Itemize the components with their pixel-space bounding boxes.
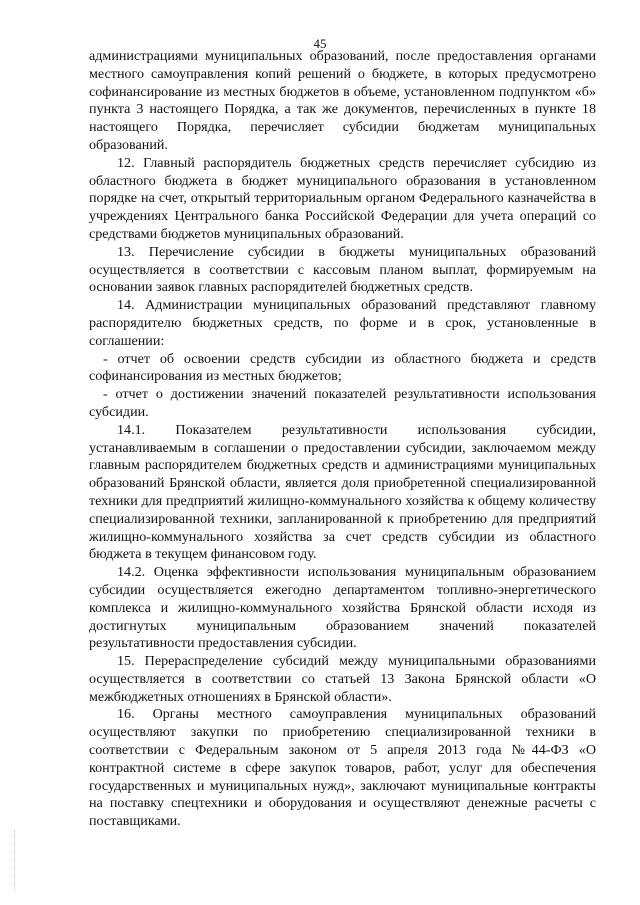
paragraph-15: 15. Перераспределение субсидий между муниципальными образованиями осуществляется в соответствии со статьей 13 Закона Брянской области «О межбюджетных отношениях в Брянской области». [89, 653, 596, 705]
paragraph-continuation: администрациями муниципальных образований, после предоставления органами местного самоуправления копий решений о бюджете, в которых предусмотрено софинансирование из местных бюджетов в объеме, установленном подпунктом «б» пункта 3 настоящего Порядка, а так же документов, перечисленных в пункте 18 настоящего Порядка, перечисляет субсидии бюджетам муниципальных образований. [89, 48, 596, 153]
paragraph-14-list-item: - отчет о достижении значений показателей результативности использования субсидии. [89, 386, 596, 420]
document-body [89, 48, 596, 831]
page-number: 45 [313, 36, 327, 51]
paragraph-14: 14. Администрации муниципальных образований представляют главному распорядителю бюджетных средств, по форме и в срок, установленные в соглашении: [89, 297, 596, 349]
paragraph-14-1: 14.1. Показателем результативности использования субсидии, устанавливаемым в соглашении о предоставлении субсидии, заключаемом между главным распорядителем бюджетных средств и администрациями муниципальных образований Брянской области, является доля приобретенной специализированной техники для предприятий жилищно-коммунального хозяйства к общему количеству специализированной техники, запланированной к приобретению для предприятий жилищно-коммунального хозяйства за счет средств субсидии из областного бюджета в текущем финансовом году. [89, 421, 596, 563]
paragraph-14-list-item: - отчет об освоении средств субсидии из областного бюджета и средств софинансирования из местных бюджетов; [89, 350, 596, 385]
paragraph-14-2: 14.2. Оценка эффективности использования муниципальным образованием субсидии осуществляется ежегодно департаментом топливно-энергетического комплекса и жилищно-коммунального хозяйства Брянской области исходя из достигнутых муниципальным образованием значений показателей результативности предоставления субсидии. [89, 564, 596, 652]
paragraph-12: 12. Главный распорядитель бюджетных средств перечисляет субсидию из областного бюджета в бюджет муниципального образования в установленном порядке на счет, открытый территориальным органом Федерального казначейства в учреждениях Центрального банка Российской Федерации для учета операций со средствами бюджетов муниципальных образований. [89, 154, 596, 242]
scan-margin-marks [14, 830, 21, 890]
paragraph-16: 16. Органы местного самоуправления муниципальных образований осуществляют закупки по приобретению специализированной техники в соответствии с Федеральным законом от 5 апреля 2013 года №44-ФЗ «О контрактной системе в сфере закупок товаров, работ, услуг для обеспечения государственных и муниципальных нужд», заключают муниципальные контракты на поставку спецтехники и оборудования и осуществляют денежные расчеты с поставщиками. [89, 706, 596, 830]
paragraph-13: 13. Перечисление субсидии в бюджеты муниципальных образований осуществляется в соответствии с кассовым планом выплат, формируемым на основании заявок главных распорядителей бюджетных средств. [89, 243, 596, 296]
